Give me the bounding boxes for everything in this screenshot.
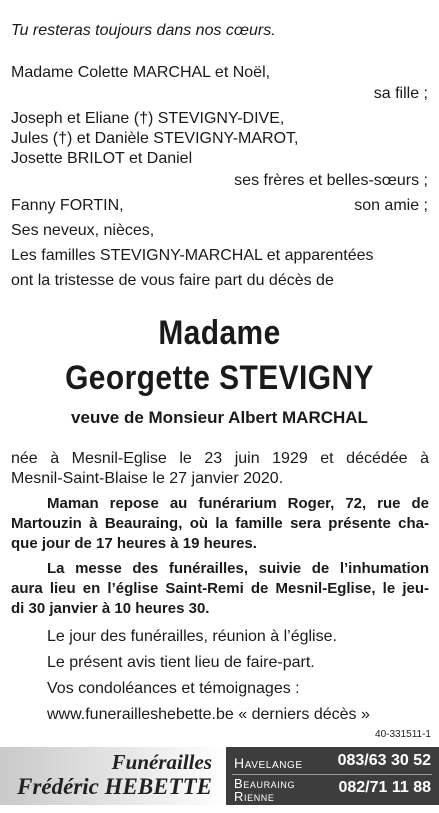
- condolences-line: Vos condoléances et témoignages :: [47, 680, 300, 697]
- friend-name: Fanny FORTIN,: [11, 197, 124, 214]
- gathering-line: Le jour des funérailles, réunion à l’église.: [47, 628, 337, 645]
- friend-role: son amie ;: [354, 197, 428, 214]
- siblings-role: ses frères et belles-sœurs ;: [234, 172, 428, 189]
- mass-line-1: La messe des funérailles, suivie de l’inhumation: [47, 560, 429, 577]
- brand-panel: [0, 747, 226, 805]
- mass-line-3: di 30 janvier à 10 heures 30.: [11, 600, 210, 617]
- daughter-role: sa fille ;: [373, 85, 428, 102]
- phone-havelange: 083/63 30 52: [337, 752, 431, 769]
- nephews-line: Ses neveux, nièces,: [11, 222, 155, 239]
- families-line: Les familles STEVIGNY-MARCHAL et apparentées: [11, 247, 374, 264]
- announcement-line: ont la tristesse de vous faire part du décès de: [11, 272, 334, 289]
- phone-beauraing: 082/71 11 88: [338, 779, 431, 796]
- notice-line: Le présent avis tient lieu de faire-part.: [47, 654, 315, 671]
- location-beauraing: Beauraing: [234, 776, 296, 791]
- reference-code: 40-331511-1: [375, 729, 431, 740]
- sibling-line-3: Josette BRILOT et Daniel: [11, 150, 193, 167]
- daughter-names: Madame Colette MARCHAL et Noël,: [11, 64, 271, 81]
- funeral-home-banner: [0, 747, 439, 813]
- deceased-name: Georgette STEVIGNY: [65, 359, 374, 397]
- contact-divider: [232, 774, 432, 775]
- funeral-home-line-2: Martouzin à Beauraing, où la famille sera présente cha-: [11, 515, 429, 532]
- contact-panel: [226, 747, 439, 805]
- location-havelange: Havelange: [234, 755, 303, 771]
- website-line: www.funerailleshebette.be « derniers décès »: [47, 706, 370, 723]
- mass-line-2: aura lieu en l’église Saint-Remi de Mesnil-Eglise, le jeu-: [11, 580, 429, 597]
- location-rienne: Rienne: [234, 789, 275, 804]
- funeral-home-line-3: que jour de 17 heures à 19 heures.: [11, 535, 257, 552]
- motto-text: Tu resteras toujours dans nos cœurs.: [11, 22, 276, 39]
- deceased-title: Madame: [158, 314, 281, 352]
- birth-line-2: Mesnil-Saint-Blaise le 27 janvier 2020.: [11, 470, 284, 487]
- sibling-line-1: Joseph et Eliane (†) STEVIGNY-DIVE,: [11, 110, 285, 127]
- brand-line-2: Frédéric HEBETTE: [17, 774, 212, 799]
- funeral-home-line-1: Maman repose au funérarium Roger, 72, rue de: [47, 495, 429, 512]
- widow-of: veuve de Monsieur Albert MARCHAL: [71, 408, 368, 427]
- birth-line-1: née à Mesnil-Eglise le 23 juin 1929 et décédée à: [11, 450, 429, 467]
- brand-line-1: Funérailles: [111, 750, 212, 774]
- sibling-line-2: Jules (†) et Danièle STEVIGNY-MAROT,: [11, 130, 299, 147]
